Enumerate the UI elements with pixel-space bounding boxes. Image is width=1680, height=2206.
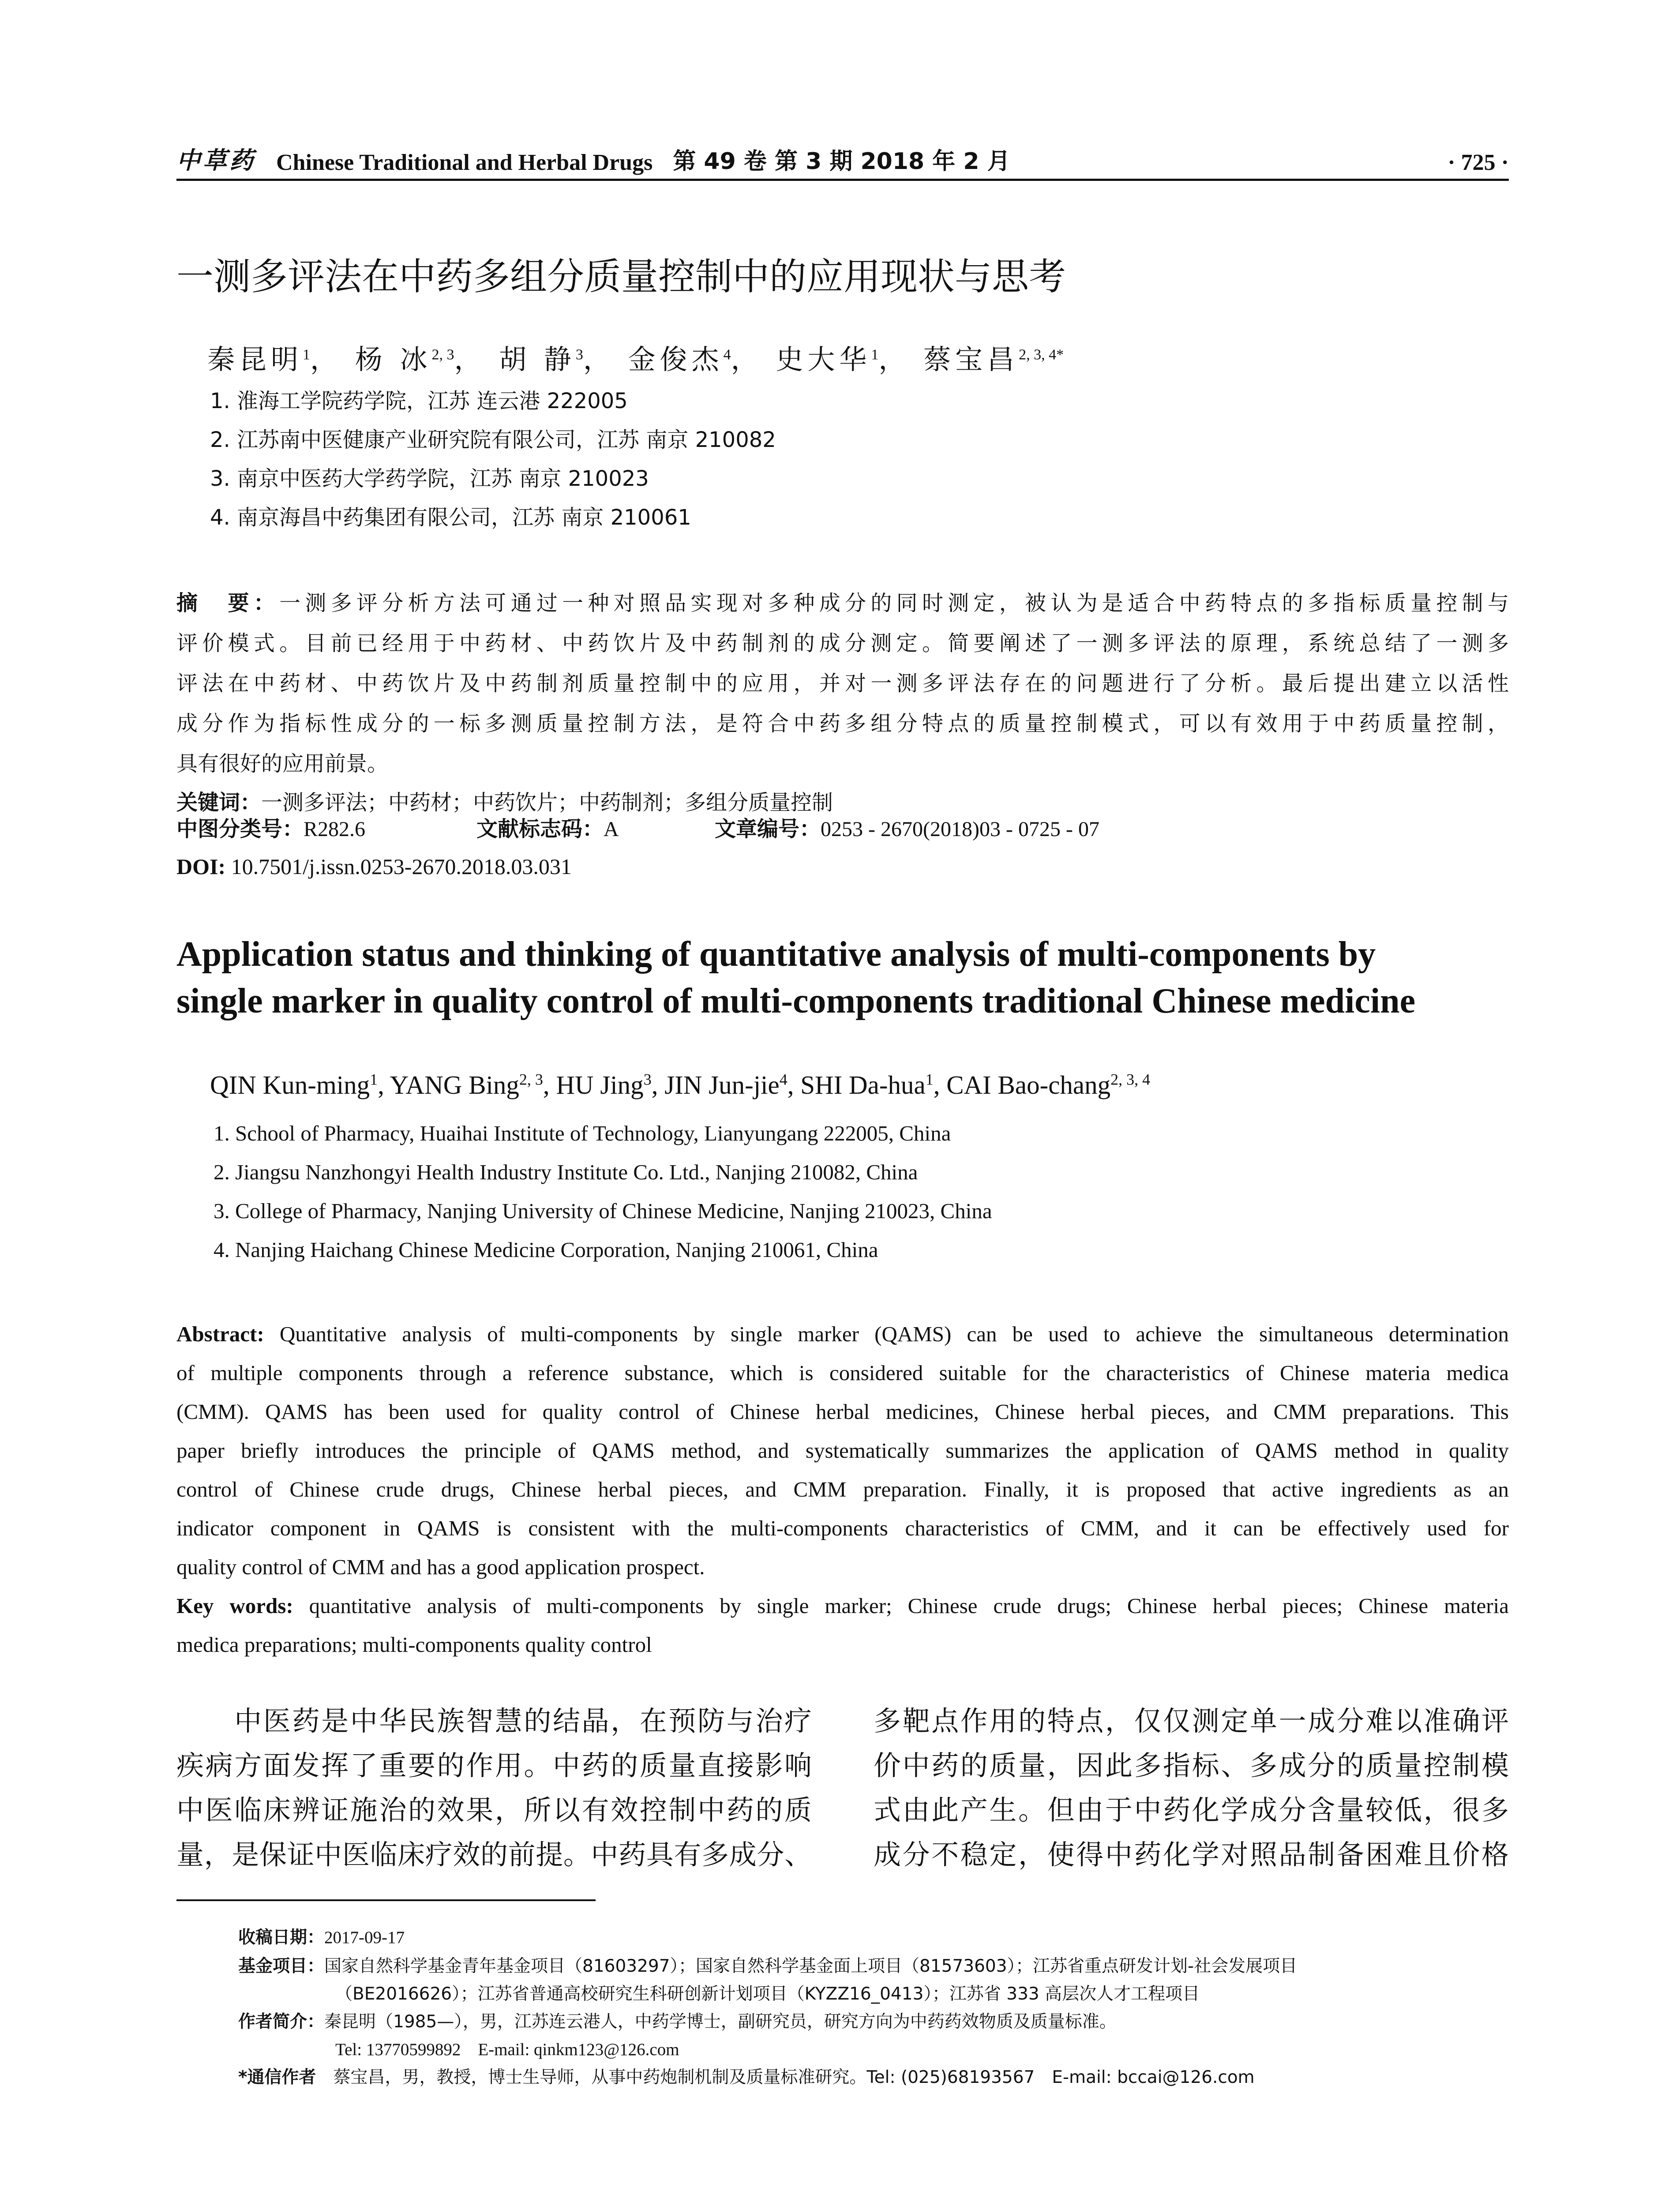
abstract-label: Abstract:	[176, 1322, 264, 1346]
author-sup: 1	[303, 346, 311, 363]
author-sup: 1	[925, 1070, 934, 1088]
cn-affiliation-1: 1. 淮海工学院药学院，江苏 连云港 222005	[210, 389, 628, 413]
doccode-value: A	[604, 818, 619, 841]
en-affiliation-1: 1. School of Pharmacy, Huaihai Institute of Technology, Lianyungang 222005, China	[214, 1121, 951, 1145]
chinese-title: 一测多评法在中药多组分质量控制中的应用现状与思考	[176, 255, 1066, 298]
journal-logo: 中草药	[176, 146, 256, 174]
abstract-line: indicator component in QAMS is consistent with the multi-components characteristics of CMM, and it can be effectively used for	[176, 1516, 1509, 1540]
author-name: YANG Bing	[390, 1070, 519, 1099]
doi-link[interactable]: 10.7501/j.issn.0253-2670.2018.03.031	[231, 854, 572, 879]
english-abstract	[176, 1315, 1509, 1664]
keywords-label: Key words:	[176, 1594, 293, 1618]
english-title-line: Application status and thinking of quantitative analysis of multi-components by	[176, 935, 1376, 974]
body-line: 成分不稳定，使得中药化学对照品制备困难且价格	[874, 1838, 1509, 1871]
footnote-fund-cont: （BE2016626）；江苏省普通高校研究生科研创新计划项目（KYZZ16_0413）；江苏省 333 高层次人才工程项目	[335, 1984, 1200, 2004]
author-bio: 秦昆明（1985—），男，江苏连云港人，中药学博士，副研究员，研究方向为中药药效物质及质量标准。	[324, 2012, 1117, 2032]
article-number: 0253 - 2670(2018)03 - 0725 - 07	[821, 818, 1099, 841]
article-label: 文章编号：	[715, 817, 821, 841]
doccode-label: 文献标志码：	[476, 817, 604, 841]
author-name: 金俊杰	[628, 343, 724, 375]
abstract-line: 成分作为指标性成分的一标多测质量控制方法，是符合中药多组分特点的质量控制模式，可以有效用于中药质量控制，	[176, 711, 1509, 736]
abstract-line: control of Chinese crude drugs, Chinese herbal pieces, and CMM preparation. Finally, it is proposed that active ingredients as an	[176, 1477, 1509, 1501]
body-line: 中医药是中华民族智慧的结晶，在预防与治疗	[176, 1705, 812, 1737]
footnote-author	[238, 2008, 1117, 2033]
keywords-line: medica preparations; multi-components quality control	[176, 1632, 652, 1657]
footnote-fund	[238, 1952, 1297, 1977]
keywords-label: 关键词：	[176, 790, 262, 815]
author-name: JIN Jun-jie	[664, 1070, 780, 1099]
author-name: 史大华	[776, 343, 871, 375]
journal-name: Chinese Traditional and Herbal Drugs	[276, 150, 653, 175]
running-header	[176, 140, 1509, 176]
clc-value: R282.6	[304, 818, 366, 841]
author-sup: 2, 3, 4*	[1019, 346, 1064, 363]
received-date: 2017-09-17	[324, 1928, 405, 1947]
abstract-line: paper briefly introduces the principle of QAMS method, and systematically summarizes the application of QAMS method in quality	[176, 1438, 1509, 1463]
cn-affiliation-2: 2. 江苏南中医健康产业研究院有限公司，江苏 南京 210082	[210, 428, 776, 452]
author-sup: 3	[643, 1070, 652, 1088]
body-line: 疾病方面发挥了重要的作用。中药的质量直接影响	[176, 1749, 812, 1782]
corr-label: *通信作者	[238, 2067, 316, 2087]
page-number: · 725 ·	[1448, 150, 1509, 175]
abstract-label: 摘 要：	[176, 591, 280, 615]
corr-text: 蔡宝昌，男，教授，博士生导师，从事中药炮制机制及质量标准研究。Tel: (025)68193567 E-mail: bccai@126.com	[333, 2067, 1255, 2087]
footnote-rule	[176, 1899, 596, 1901]
issue-info: 第 49 卷 第 3 期 2018 年 2 月	[673, 148, 1010, 175]
keywords: 一测多评法；中药材；中药饮片；中药制剂；多组分质量控制	[261, 790, 833, 815]
abstract-line: Quantitative analysis of multi-components by single marker (QAMS) can be used to achieve the simultaneous determination	[279, 1322, 1509, 1346]
author-name: HU Jing	[556, 1070, 644, 1099]
english-authors: QIN Kun-ming$^1$, YANG Bing$^{2, 3}$, HU Jing$^3$, JIN Jun-jie$^4$, SHI Da-hua$^1$, CAI Bao-chang$^{2, 3, 4}$	[210, 1070, 1151, 1099]
fund-text: 国家自然科学基金青年基金项目（81603297）；国家自然科学基金面上项目（81573603）；江苏省重点研发计划-社会发展项目	[324, 1956, 1298, 1976]
chinese-abstract	[176, 583, 1509, 821]
body-column-right	[874, 1699, 1509, 1877]
abstract-line: 评法在中药材、中药饮片及中药制剂质量控制中的应用，并对一测多评法存在的问题进行了分析。最后提出建立以活性	[176, 671, 1509, 696]
abstract-line: of multiple components through a reference substance, which is considered suitable for the characteristics of Chinese materia medica	[176, 1361, 1509, 1385]
abstract-line: (CMM). QAMS has been used for quality control of Chinese herbal medicines, Chinese herbal pieces, and CMM preparations. This	[176, 1399, 1509, 1424]
abstract-line: 一测多评分析方法可通过一种对照品实现对多种成分的同时测定，被认为是适合中药特点的多指标质量控制与	[279, 591, 1509, 615]
body-line: 量，是保证中医临床疗效的前提。中药具有多成分、	[176, 1838, 812, 1871]
author-sup: 2, 3	[519, 1070, 543, 1088]
cn-affiliation-3: 3. 南京中医药大学药学院，江苏 南京 210023	[210, 466, 649, 491]
en-affiliation-3: 3. College of Pharmacy, Nanjing University of Chinese Medicine, Nanjing 210023, China	[214, 1199, 992, 1223]
abstract-line: 具有很好的应用前景。	[176, 751, 389, 776]
author-label: 作者简介：	[238, 2012, 325, 2032]
author-sup: 2, 3	[431, 346, 454, 363]
fund-label: 基金项目：	[238, 1956, 325, 1976]
footnote-author-contact: Tel: 13770599892 E-mail: qinkm123@126.com	[335, 2040, 679, 2059]
body-line: 多靶点作用的特点，仅仅测定单一成分难以准确评	[874, 1705, 1509, 1737]
author-name: 蔡宝昌	[923, 343, 1019, 375]
author-sup: 2, 3, 4	[1110, 1070, 1151, 1088]
en-affiliation-4: 4. Nanjing Haichang Chinese Medicine Corporation, Nanjing 210061, China	[214, 1238, 878, 1262]
author-name: CAI Bao-chang	[946, 1070, 1111, 1099]
received-label: 收稿日期：	[238, 1928, 325, 1947]
footnote-received	[238, 1924, 405, 1948]
english-title	[176, 931, 1518, 1024]
author-sup: 4	[779, 1070, 788, 1088]
body-line: 中医临床辨证施治的效果，所以有效控制中药的质	[176, 1794, 812, 1826]
en-affiliation-2: 2. Jiangsu Nanzhongyi Health Industry Institute Co. Ltd., Nanjing 210082, China	[214, 1160, 918, 1184]
english-title-line: single marker in quality control of multi-components traditional Chinese medicine	[176, 982, 1416, 1020]
cn-affiliation-4: 4. 南京海昌中药集团有限公司，江苏 南京 210061	[210, 505, 691, 530]
author-sup: 4	[723, 346, 731, 363]
classification-row	[176, 812, 1099, 842]
doi-line	[176, 854, 572, 879]
author-name: 杨 冰	[355, 343, 432, 375]
clc-label: 中图分类号：	[176, 817, 304, 841]
header-rule	[176, 179, 1509, 181]
author-name: SHI Da-hua	[800, 1070, 926, 1099]
footnote-corresponding	[238, 2063, 1255, 2088]
author-sup: 1	[370, 1070, 378, 1088]
body-line: 价中药的质量，因此多指标、多成分的质量控制模	[874, 1749, 1509, 1782]
body-line: 式由此产生。但由于中药化学成分含量较低，很多	[874, 1794, 1509, 1826]
doi-label: DOI:	[176, 854, 226, 879]
author-sup: 1	[871, 346, 879, 363]
author-name: QIN Kun-ming	[210, 1070, 370, 1099]
author-sup: 3	[575, 346, 583, 363]
abstract-line: quality control of CMM and has a good application prospect.	[176, 1555, 705, 1579]
chinese-authors: 秦昆明$^1$， 杨 冰$^{2, 3}$， 胡 静$^3$， 金俊杰$^4$， 史大华$^1$， 蔡宝昌$^{2, 3, 4*}$	[207, 343, 1064, 375]
body-column-left	[176, 1699, 812, 1877]
author-name: 秦昆明	[207, 343, 303, 375]
keywords-line: quantitative analysis of multi-components by single marker; Chinese crude drugs; Chinese herbal pieces; Chinese materia	[309, 1594, 1509, 1618]
abstract-line: 评价模式。目前已经用于中药材、中药饮片及中药制剂的成分测定。简要阐述了一测多评法的原理，系统总结了一测多	[176, 631, 1509, 656]
author-name: 胡 静	[499, 343, 576, 375]
